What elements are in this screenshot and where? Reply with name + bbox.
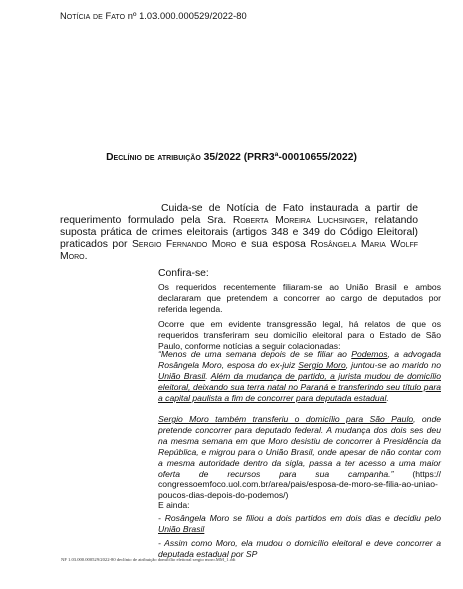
bullet-link[interactable]: União Brasil xyxy=(158,523,205,534)
quote-text: , onde pretende concorrer para deputado federal. A mudança dos dois ses deu na mesma semana em que Moro desistiu de concorrer à Presidência da República, e migrou para o União Brasil, onde apesar de não contar com a mesma autoridade dentro da sigla, passa a ter acesso a uma maior oferta de recursos para sua campanha.” xyxy=(158,414,441,479)
bullet-1 xyxy=(158,513,441,535)
header-prefix: Notícia de Fato xyxy=(60,11,126,21)
quote-text: , juntou-se ao marido no xyxy=(345,359,441,370)
quote-link[interactable]: Sergio Moro xyxy=(298,359,346,370)
e-ainda-label: E ainda: xyxy=(158,500,190,510)
news-quote-2 xyxy=(158,414,441,501)
quote-link[interactable]: União Brasil xyxy=(158,370,206,381)
quote-text: . xyxy=(386,392,389,403)
quoted-paragraph-2: Ocorre que em evidente transgressão legal, há relatos de que os requeridos transferiram seu domicílio eleitoral para o Estado de São Paulo, conforme notícias a seguir colacionadas: xyxy=(158,319,441,351)
intro-text: e sua esposa xyxy=(236,239,311,251)
quote-link[interactable]: Além da mudança de partido, a jurista mudou de domicílio eleitoral, deixando sua terra natal no Paraná e transferindo seu título para a capital paulista a fim de concorrer para deputada estadual xyxy=(158,370,441,403)
intro-text: , relatando suposta prática de crimes eleitorais (artigos 348 e 349 do Código Eleitoral) praticados por xyxy=(60,215,418,251)
quote-source-url: (https:// congressoemfoco.uol.com.br/area/pais/esposa-de-moro-se-filia-ao-uniao-poucos-dias-depois-do-podemos/) xyxy=(158,468,441,501)
quote-text: , a advogada Rosângela Moro, esposa do ex-juiz xyxy=(158,349,441,370)
bullet-text: - Rosângela Moro se filiou a dois partidos em dois dias e decidiu pelo xyxy=(158,513,441,523)
news-quote-1 xyxy=(158,349,441,404)
intro-name-spouse: Rosângela Maria Wolff Moro xyxy=(60,239,419,263)
quote-link[interactable]: Podemos xyxy=(351,349,388,359)
intro-paragraph xyxy=(60,203,418,263)
intro-name-requester: Roberta Moreira Luchsinger xyxy=(232,215,366,227)
intro-name-accused: Sergio Fernando Moro xyxy=(131,239,237,251)
intro-text: . xyxy=(84,251,88,263)
header-number: nº 1.03.000.000529/2022-80 xyxy=(127,11,247,21)
intro-text: Cuida-se de Notícia de Fato instaurada a partir de requerimento formulado pela Sra. xyxy=(60,203,418,227)
document-header xyxy=(60,11,247,21)
quote-text: . xyxy=(205,370,211,381)
title-number: 35/2022 (PRR3ª-00010655/2022) xyxy=(203,152,357,163)
quote-link[interactable]: Sergio Moro também transferiu o domicílio para São Paulo xyxy=(158,414,414,424)
bullet-2: - Assim como Moro, ela mudou o domicílio eleitoral e deve concorrer a deputada estadual por SP xyxy=(158,538,441,559)
title-label: Declínio de atribuição xyxy=(106,152,201,163)
document-footer: NF 1.03.000.000529/2022-80 declínio de atribuição domicílio eleitoral sergio moro.MM_1.odt xyxy=(61,557,236,562)
quote-text: “Menos de uma semana depois de se filiar ao xyxy=(158,349,352,359)
quoted-paragraph-1: Os requeridos recentemente filiaram-se ao União Brasil e ambos declararam que pretendem a concorrer ao cargo de deputados por referida legenda. xyxy=(158,282,441,314)
confira-heading: Confira-se: xyxy=(158,268,209,279)
document-title xyxy=(0,152,463,163)
